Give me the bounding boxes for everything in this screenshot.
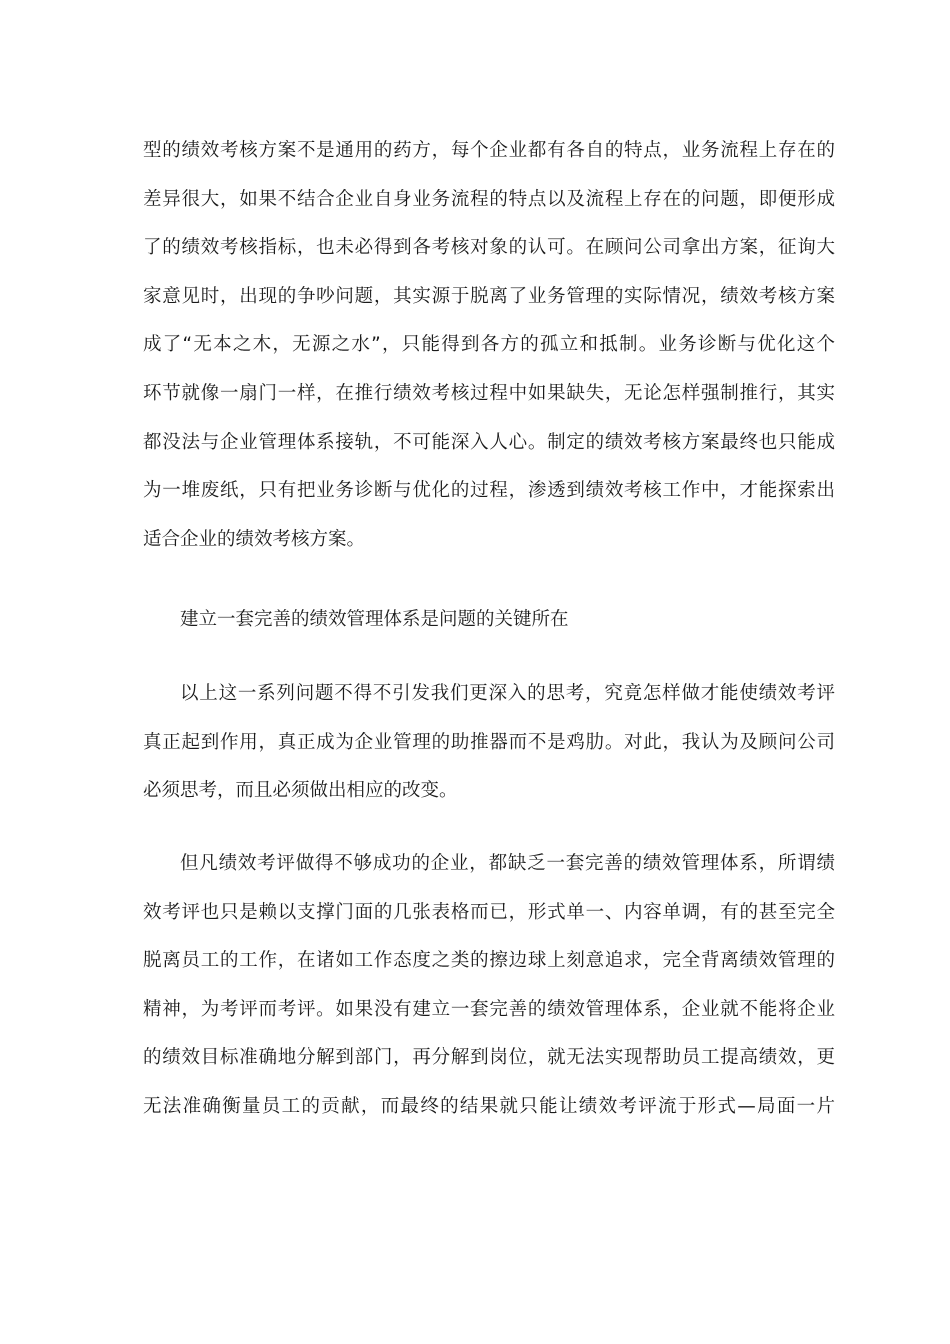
text-line: 环节就像一扇门一样，在推行绩效考核过程中如果缺失，无论怎样强制推行，其实 (143, 382, 835, 404)
text-line: 家意见时，出现的争吵问题，其实源于脱离了业务管理的实际情况，绩效考核方案 (143, 285, 835, 307)
text-line: 以上这一系列问题不得不引发我们更深入的思考，究竟怎样做才能使绩效考评 (180, 683, 835, 704)
heading-line: 建立一套完善的绩效管理体系是问题的关键所在 (180, 609, 569, 630)
text-line: 差异很大，如果不结合企业自身业务流程的特点以及流程上存在的问题，即便形成 (143, 188, 835, 210)
text-line: 但凡绩效考评做得不够成功的企业，都缺乏一套完善的绩效管理体系，所谓绩 (180, 853, 835, 874)
text-line: 都没法与企业管理体系接轨，不可能深入人心。制定的绩效考核方案最终也只能成 (143, 431, 835, 453)
paragraph-2 (143, 670, 835, 816)
text-line: 为一堆废纸，只有把业务诊断与优化的过程，渗透到绩效考核工作中，才能探索出 (143, 480, 835, 502)
text-line: 了的绩效考核指标，也未必得到各考核对象的认可。在顾问公司拿出方案，征询大 (143, 237, 835, 259)
text-line: 效考评也只是赖以支撑门面的几张表格而已，形式单一、内容单调，有的甚至完全 (143, 901, 835, 923)
section-heading (143, 596, 835, 645)
paragraph-1 (143, 127, 835, 564)
text-line: 的绩效目标准确地分解到部门，再分解到岗位，就无法实现帮助员工提高绩效，更 (143, 1047, 835, 1069)
text-line: 脱离员工的工作，在诸如工作态度之类的擦边球上刻意追求，完全背离绩效管理的 (143, 950, 835, 972)
text-line: 精神，为考评而考评。如果没有建立一套完善的绩效管理体系，企业就不能将企业 (143, 998, 835, 1020)
text-line: 无法准确衡量员工的贡献，而最终的结果就只能让绩效考评流于形式—局面一片 (143, 1095, 835, 1117)
text-line: 型的绩效考核方案不是通用的药方，每个企业都有各自的特点，业务流程上存在的 (143, 140, 835, 161)
paragraph-3 (143, 840, 835, 1132)
text-line: 必须思考，而且必须做出相应的改变。 (143, 780, 458, 802)
text-line: 成了“无本之木，无源之水”，只能得到各方的孤立和抵制。业务诊断与优化这个 (143, 334, 835, 356)
text-line: 真正起到作用，真正成为企业管理的助推器而不是鸡肋。对此，我认为及顾问公司 (143, 731, 835, 753)
text-line: 适合企业的绩效考核方案。 (143, 528, 366, 550)
